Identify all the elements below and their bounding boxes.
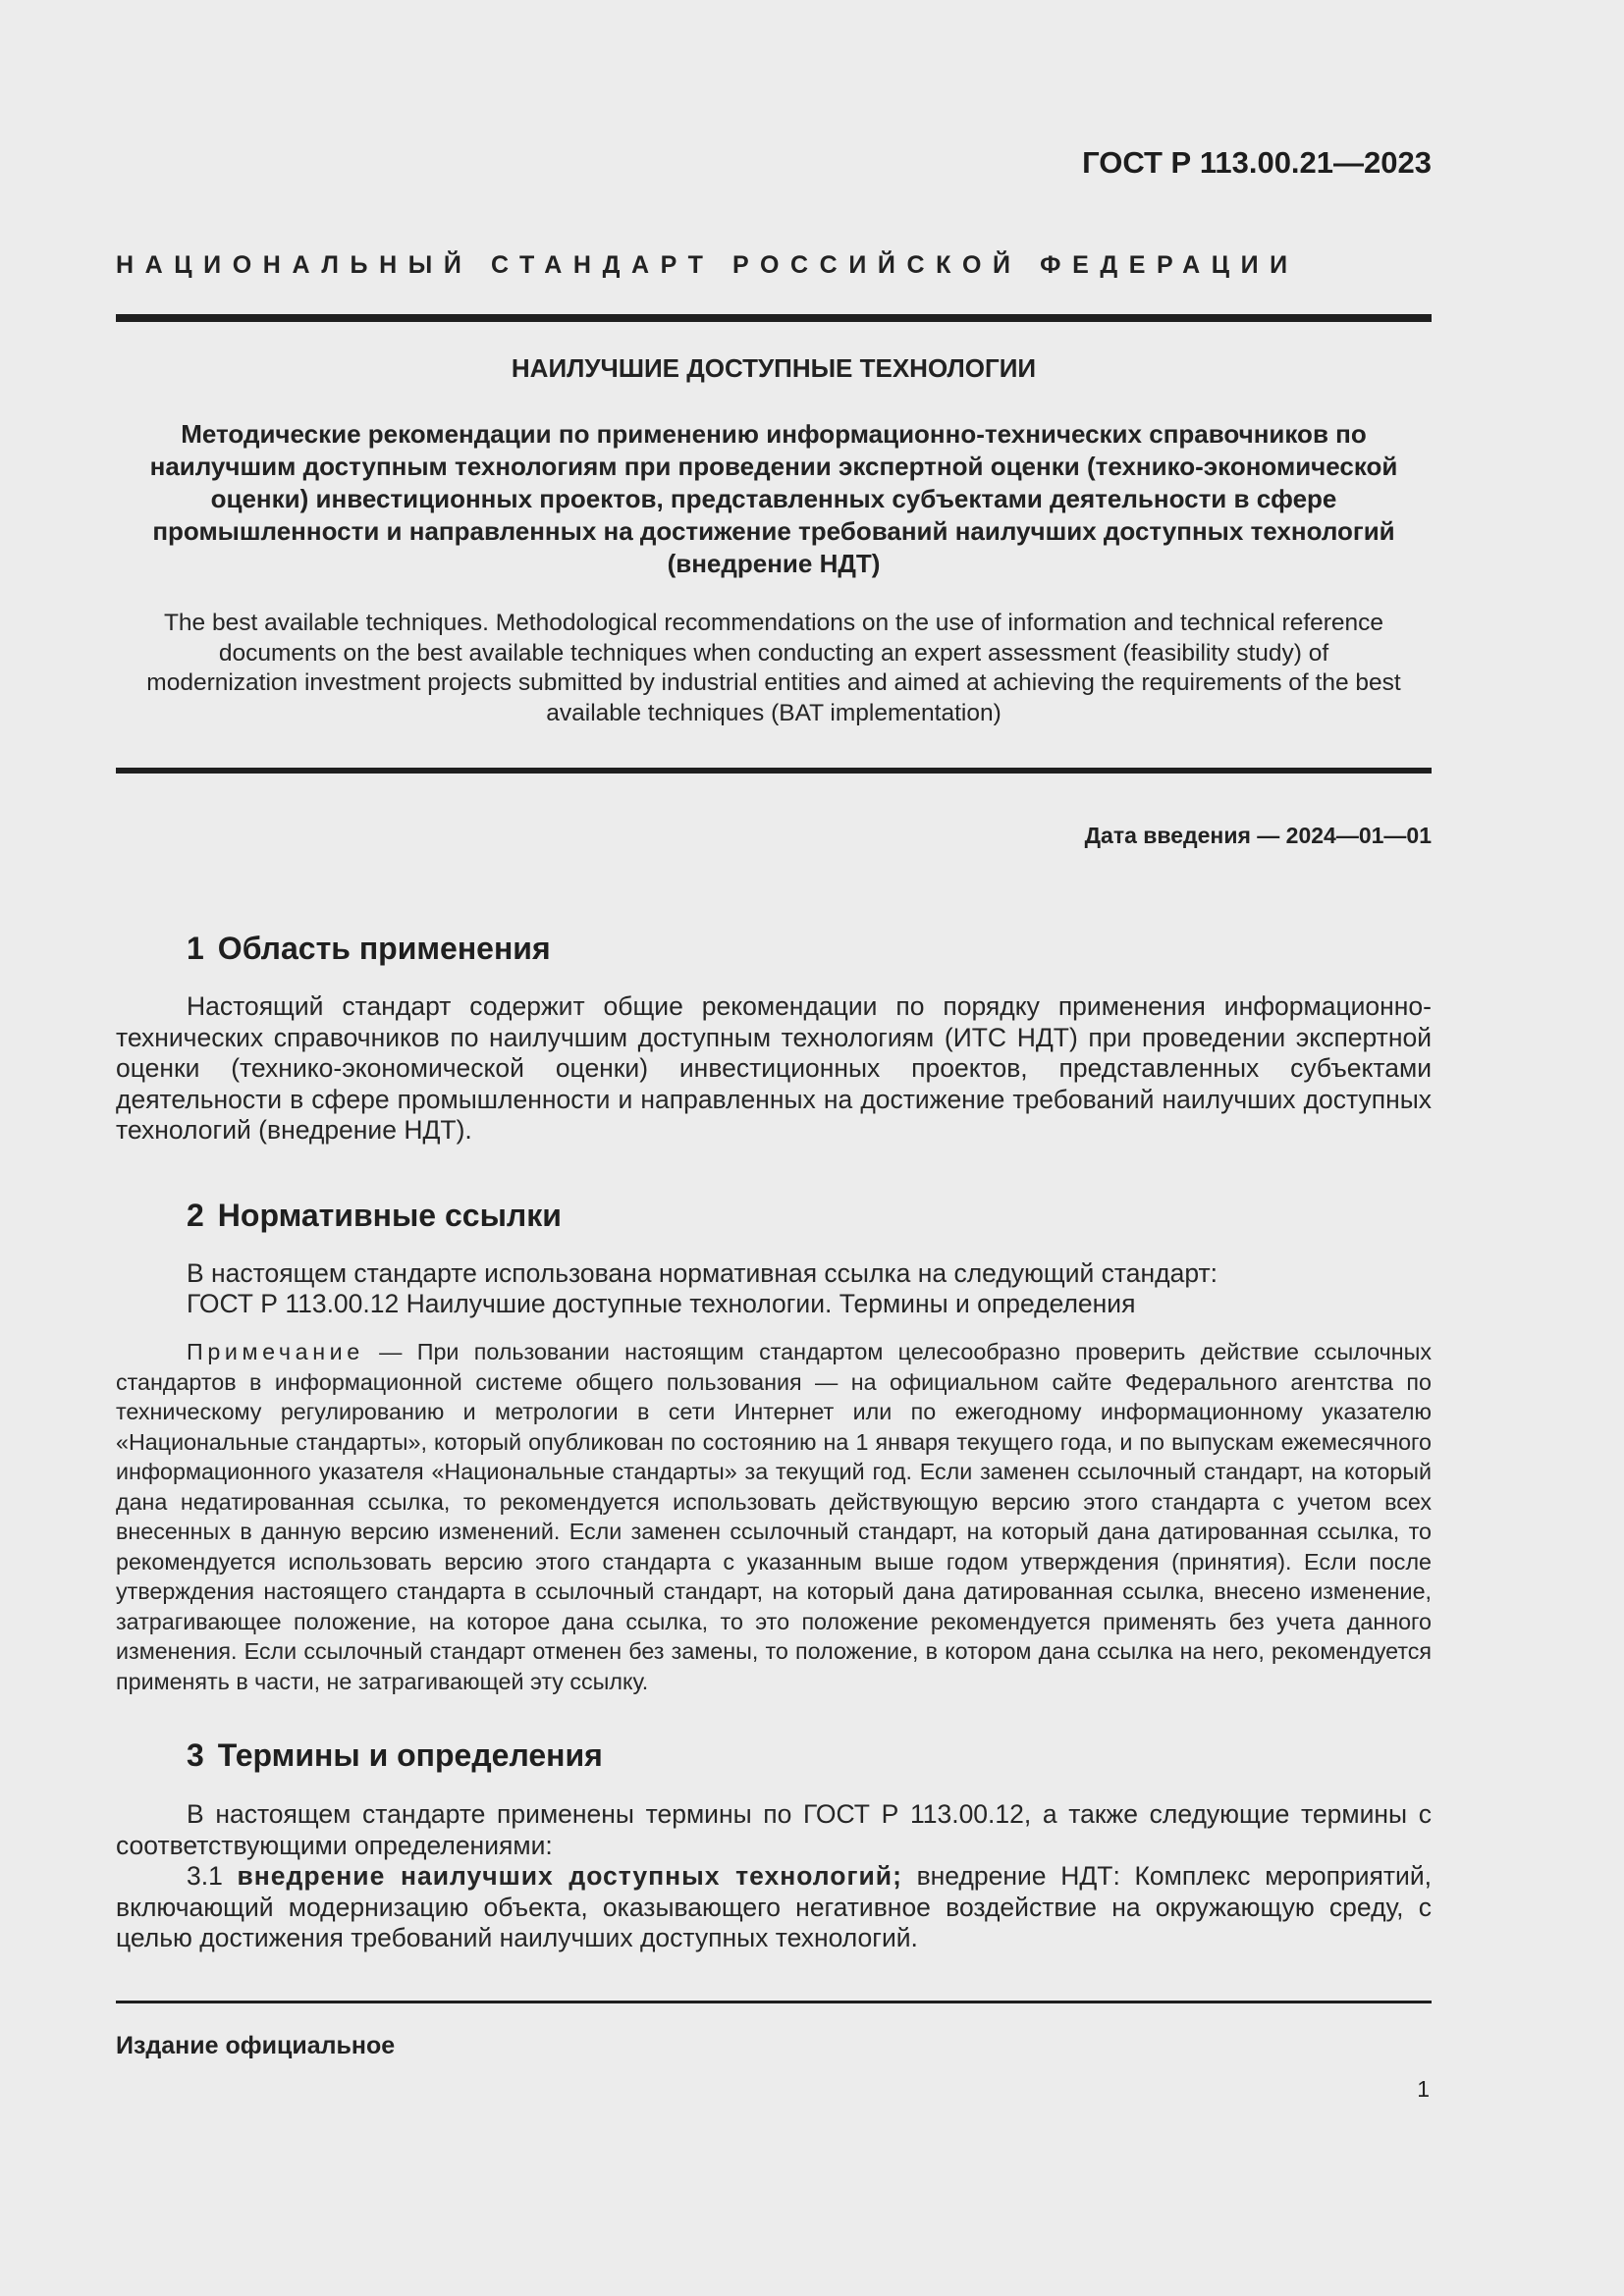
title-divider	[116, 768, 1432, 774]
scope-paragraph: Настоящий стандарт содержит общие рекомендации по порядку применения информационно-технических справочников по наилучшим доступным технологиям (ИТС НДТ) при проведении экспертной оценки (технико-экономической оценки) инвестиционных проектов, представленных субъектами деятельности в сфере промышленности и направленных на достижение требований наилучших доступных технологий (внедрение НДТ).	[116, 991, 1432, 1145]
definition-term: внедрение наилучших доступных технологий;	[237, 1861, 902, 1891]
section-title: Термины и определения	[217, 1737, 603, 1773]
title-english: The best available techniques. Methodological recommendations on the use of information and technical reference documents on the best available techniques when conducting an expert assessment (feasibility study) of modernization investment projects submitted by industrial entities and aimed at achieving the requirements of the best available techniques (BAT implementation)	[146, 610, 1401, 726]
term-definition	[116, 1861, 1432, 1954]
normative-note	[116, 1337, 1432, 1696]
section-heading-terms	[187, 1737, 603, 1774]
normative-paragraph: В настоящем стандарте использована нормативная ссылка на следующий стандарт:	[187, 1258, 1218, 1288]
document-number: ГОСТ Р 113.00.21—2023	[1082, 145, 1432, 180]
section-heading-normative	[187, 1198, 562, 1234]
title-upper: НАИЛУЧШИЕ ДОСТУПНЫЕ ТЕХНОЛОГИИ	[511, 353, 1037, 383]
top-divider	[116, 314, 1432, 322]
section-number: 1	[187, 931, 204, 966]
terms-paragraph: В настоящем стандарте применены термины по ГОСТ Р 113.00.12, а также следующие термины с соответствующими определениями:	[116, 1799, 1432, 1860]
definition-text: внедрение НДТ: Комплекс мероприятий, включающий модернизацию объекта, оказывающего негативное воздействие на окружающую среду, с целью достижения требований наилучших доступных технологий.	[116, 1861, 1432, 1952]
note-label: Примечание	[187, 1339, 364, 1364]
section-number: 2	[187, 1198, 204, 1233]
normative-reference: ГОСТ Р 113.00.12 Наилучшие доступные технологии. Термины и определения	[187, 1289, 1136, 1318]
note-text: — При пользовании настоящим стандартом целесообразно проверить действие ссылочных стандартов в информационной системе общего пользования — на официальном сайте Федерального агентства по техническому регулированию и метрологии в сети Интернет или по ежегодному информационному указателю «Национальные стандарты», который опубликован по состоянию на 1 января текущего года, и по выпускам ежемесячного информационного указателя «Национальные стандарты» за текущий год. Если заменен ссылочный стандарт, на который дана недатированная ссылка, то рекомендуется использовать действующую версию этого стандарта с учетом всех внесенных в данную версию изменений. Если заменен ссылочный стандарт, на который дана датированная ссылка, то рекомендуется использовать версию этого стандарта с указанным выше годом утверждения (принятия). Если после утверждения настоящего стандарта в ссылочный стандарт, на который дана датированная ссылка, внесено изменение, затрагивающее положение, на которое дана ссылка, то это положение рекомендуется применять без учета данного изменения. Если ссылочный стандарт отменен без замены, то положение, в котором дана ссылка на него, рекомендуется применять в части, не затрагивающей эту ссылку.	[116, 1339, 1432, 1694]
footer-divider	[116, 2001, 1432, 2003]
official-edition-label: Издание официальное	[116, 2032, 396, 2059]
introduction-date: Дата введения — 2024—01—01	[1084, 823, 1432, 848]
national-standard-banner: НАЦИОНАЛЬНЫЙ СТАНДАРТ РОССИЙСКОЙ ФЕДЕРАЦИИ	[116, 251, 1299, 279]
section-number: 3	[187, 1737, 204, 1773]
section-title: Нормативные ссылки	[217, 1198, 562, 1233]
title-russian: Методические рекомендации по применению информационно-технических справочников по наилучшим доступным технологиям при проведении экспертной оценки (технико-экономической оценки) инвестиционных проектов, представленных субъектами деятельности в сфере промышленности и направленных на достижение требований наилучших доступных технологий (внедрение НДТ)	[149, 419, 1398, 578]
section-heading-scope	[187, 931, 551, 967]
definition-number: 3.1	[187, 1861, 223, 1891]
page-number: 1	[1417, 2076, 1430, 2102]
section-title: Область применения	[217, 931, 551, 966]
